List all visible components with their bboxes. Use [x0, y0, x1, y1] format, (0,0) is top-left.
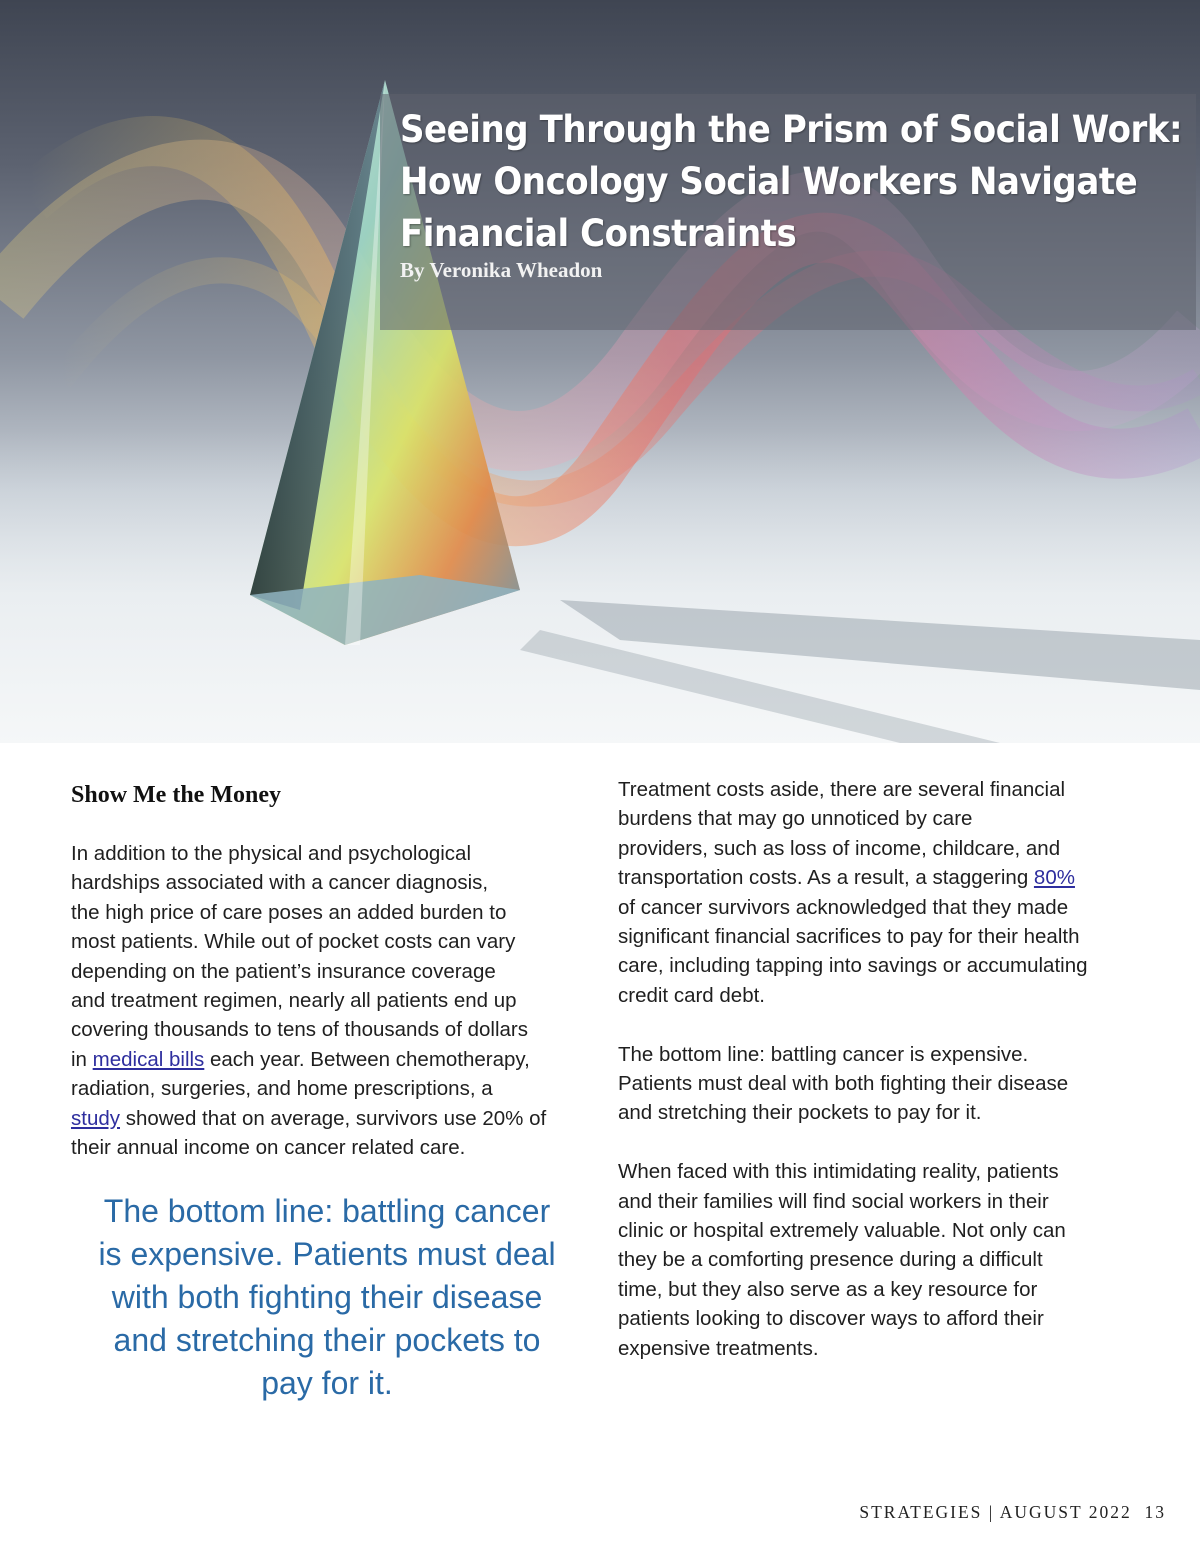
text-line: Treatment costs aside, there are several financial: [618, 778, 1066, 801]
text-line: their annual income on cancer related care.: [71, 1136, 466, 1160]
text-line: clinic or hospital extremely valuable. Not only can: [618, 1219, 1066, 1243]
text-line: burdens that may go unnoticed by care: [618, 807, 973, 831]
text-line: time, but they also serve as a key resource for: [618, 1277, 1038, 1301]
text-line: [71, 1045, 591, 1074]
study-link[interactable]: study: [71, 1106, 120, 1130]
text-line: [618, 863, 1138, 892]
text-line: When faced with this intimidating reality, patients: [618, 1160, 1059, 1184]
text-line: expensive treatments.: [618, 1336, 819, 1360]
pull-quote-line: pay for it.: [261, 1365, 393, 1401]
pull-quote-line: is expensive. Patients must deal: [98, 1236, 556, 1272]
pull-quote: [71, 1190, 583, 1405]
article-title: [400, 104, 1183, 260]
page-footer: [859, 1502, 1166, 1523]
text-line: Patients must deal with both fighting their disease: [618, 1072, 1069, 1096]
byline: By Veronika Wheadon: [400, 258, 603, 282]
text-line: care, including tapping into savings or accumulating: [618, 954, 1088, 978]
text-line: most patients. While out of pocket costs can vary: [71, 930, 516, 954]
text-line: and stretching their pockets to pay for it.: [618, 1101, 982, 1125]
text-fragment: each year. Between chemotherapy,: [204, 1047, 530, 1071]
medical-bills-link[interactable]: medical bills: [92, 1047, 205, 1071]
publication-info: STRATEGIES | AUGUST 2022: [859, 1502, 1132, 1522]
text-line: radiation, surgeries, and home prescriptions, a: [71, 1077, 493, 1101]
pull-quote-line: The bottom line: battling cancer: [103, 1193, 551, 1229]
text-line: and their families will find social workers in their: [618, 1189, 1049, 1213]
body-paragraph: [618, 1040, 1138, 1128]
right-column: [618, 775, 1138, 1363]
pull-quote-line: and stretching their pockets to: [113, 1322, 541, 1358]
left-column: [71, 780, 591, 1162]
text-line: The bottom line: battling cancer is expensive.: [618, 1042, 1029, 1066]
text-line: patients looking to discover ways to afford their: [618, 1307, 1044, 1331]
text-line: In addition to the physical and psychological: [71, 842, 472, 865]
text-fragment: in: [71, 1047, 93, 1071]
text-line: the high price of care poses an added burden to: [71, 900, 507, 924]
text-line: of cancer survivors acknowledged that they made: [618, 895, 1069, 919]
text-line: hardships associated with a cancer diagnosis,: [71, 871, 489, 895]
text-line: and treatment regimen, nearly all patients end up: [71, 989, 517, 1013]
body-paragraph: [71, 839, 591, 1162]
text-line: providers, such as loss of income, childcare, and: [618, 836, 1061, 860]
section-heading: Show Me the Money: [71, 782, 281, 808]
pull-quote-line: with both fighting their disease: [111, 1279, 543, 1315]
text-line: covering thousands to tens of thousands of dollars: [71, 1018, 528, 1042]
title-line: How Oncology Social Workers Navigate: [400, 160, 1138, 203]
text-line: credit card debt.: [618, 983, 765, 1007]
body-paragraph: [618, 775, 1138, 1010]
text-line: depending on the patient’s insurance coverage: [71, 959, 496, 983]
text-fragment: showed that on average, survivors use 20% of: [120, 1106, 547, 1130]
title-line: Financial Constraints: [400, 212, 797, 255]
eighty-percent-link[interactable]: 80%: [1033, 866, 1075, 890]
title-line: Seeing Through the Prism of Social Work:: [400, 108, 1183, 151]
page-number: 13: [1144, 1502, 1166, 1522]
text-line: [71, 1104, 591, 1133]
text-line: they be a comforting presence during a difficult: [618, 1248, 1043, 1272]
body-paragraph: [618, 1157, 1138, 1363]
text-fragment: transportation costs. As a result, a staggering: [618, 866, 1034, 890]
text-line: significant financial sacrifices to pay for their health: [618, 925, 1080, 949]
